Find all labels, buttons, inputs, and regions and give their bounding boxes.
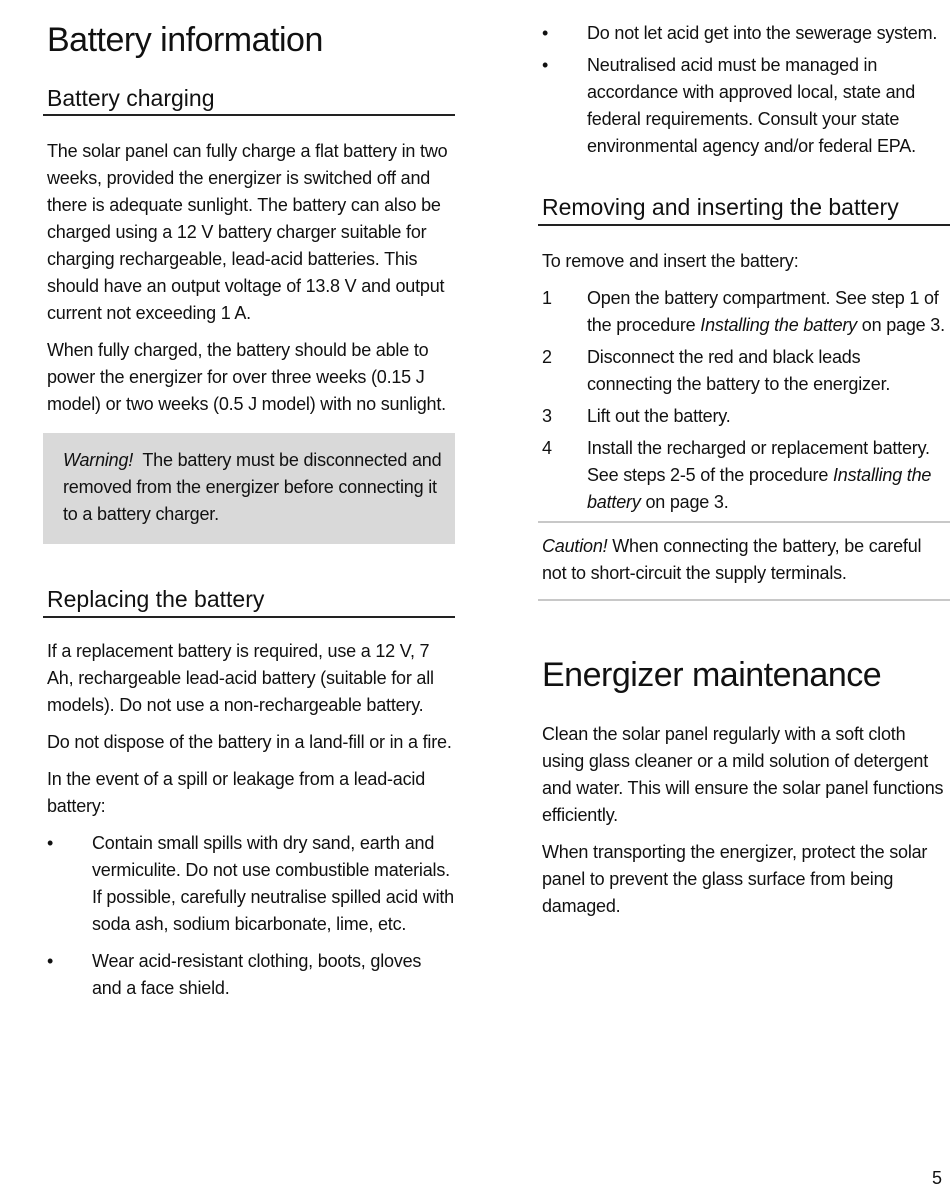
maintenance-paragraph-2: When transporting the energizer, protect the solar panel to prevent the glass surface from being damaged. xyxy=(542,842,928,917)
bullet-mark: • xyxy=(542,55,549,75)
warning-body: The battery must be disconnected and removed from the energizer before connecting it to a battery charger. xyxy=(63,450,442,525)
maintenance-paragraph-1: Clean the solar panel regularly with a soft cloth using glass cleaner or a mild solution of detergent and water. This will ensure the solar panel functions efficiently. xyxy=(542,724,944,826)
spill-bullet-list xyxy=(43,830,455,1002)
step-number: 4 xyxy=(542,437,552,458)
bullet-mark: • xyxy=(47,950,54,971)
replacing-paragraph-1: If a replacement battery is required, use a 12 V, 7 Ah, rechargeable lead-acid battery (suitable for all models). Do not use a non-rechargeable battery. xyxy=(47,640,434,715)
charging-paragraph-2: When fully charged, the battery should be able to power the energizer for over three weeks (0.15 J model) or two weeks (0.5 J model) with no sunlight. xyxy=(47,340,446,415)
list-item: • Neutralised acid must be managed in accordance with approved local, state and federal requirements. Consult your state environmental agency and/or federal EPA. xyxy=(538,52,950,160)
list-item: • Do not let acid get into the sewerage system. xyxy=(538,20,950,47)
heading-battery-charging: Battery charging xyxy=(43,85,455,117)
warning-text xyxy=(63,447,445,528)
step-number: 1 xyxy=(542,287,552,308)
procedure-reference: Installing the battery xyxy=(700,314,857,335)
step-number: 3 xyxy=(542,405,552,426)
page-title: Battery information xyxy=(47,21,323,59)
caution-label: Caution! xyxy=(542,535,608,556)
caution-body: When connecting the battery, be careful not to short-circuit the supply terminals. xyxy=(542,535,922,583)
caution-box xyxy=(538,521,950,599)
step-item: 3 Lift out the battery. xyxy=(538,403,950,430)
list-item: • Wear acid-resistant clothing, boots, gloves and a face shield. xyxy=(43,948,455,1002)
replacing-paragraph-2: Do not dispose of the battery in a land-fill or in a fire. xyxy=(47,731,452,752)
acid-bullet-list xyxy=(538,20,950,160)
maintenance-title: Energizer maintenance xyxy=(542,655,882,694)
bullet-mark: • xyxy=(47,832,54,853)
removing-intro: To remove and insert the battery: xyxy=(542,250,799,271)
replacing-paragraph-3: In the event of a spill or leakage from a lead-acid battery: xyxy=(47,768,426,816)
caution-bottom-rule xyxy=(538,599,950,601)
heading-replacing-battery: Replacing the battery xyxy=(43,586,455,618)
right-column xyxy=(538,0,950,920)
step-item: 2 Disconnect the red and black leads connecting the battery to the energizer. xyxy=(538,344,950,398)
bullet-mark: • xyxy=(542,23,549,43)
warning-label: Warning! xyxy=(63,450,134,471)
step-number: 2 xyxy=(542,346,552,367)
procedure-reference: Installing the battery xyxy=(587,464,932,512)
warning-box xyxy=(43,433,455,544)
step-item: 4 Install the recharged or replacement battery. See steps 2-5 of the procedure Installing the battery on page 3. xyxy=(538,435,950,516)
charging-paragraph-1: The solar panel can fully charge a flat battery in two weeks, provided the energizer is switched off and there is adequate sunlight. The battery can also be charged using a 12 V battery charger suitable for charging rechargeable, lead-acid batteries. This should have an output voltage of 13.8 V and output current not exceeding 1 A. xyxy=(47,141,448,324)
page-number: 5 xyxy=(932,1168,943,1188)
caution-text xyxy=(538,533,950,587)
heading-removing-inserting: Removing and inserting the battery xyxy=(538,194,950,226)
list-item: • Contain small spills with dry sand, earth and vermiculite. Do not use combustible materials. If possible, carefully neutralise spilled acid with soda ash, sodium bicarbonate, lime, etc. xyxy=(43,830,455,938)
step-item: 1 Open the battery compartment. See step 1 of the procedure Installing the battery on page 3. xyxy=(538,285,950,339)
removal-steps xyxy=(538,285,950,516)
left-column xyxy=(43,0,455,1002)
